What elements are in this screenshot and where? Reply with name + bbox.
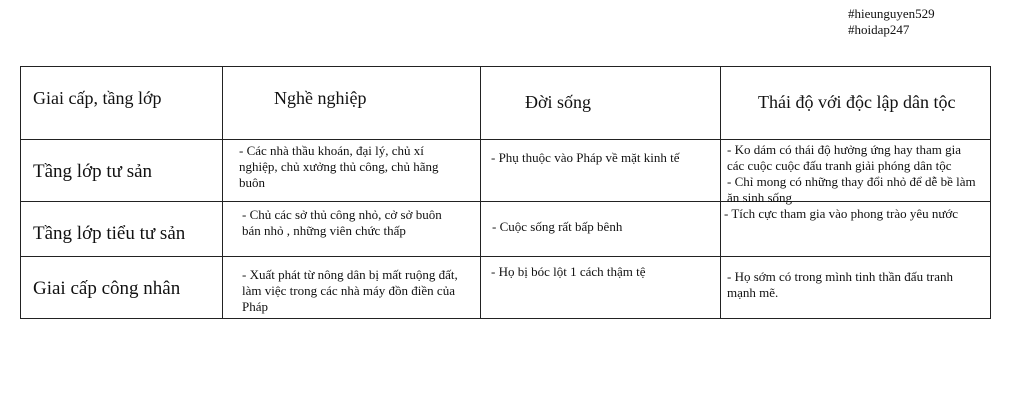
social-classes-table (20, 66, 991, 319)
cell-line: bán nhỏ , những viên chức thấp (242, 223, 406, 238)
occupation-cell (239, 143, 439, 191)
occupation-cell (242, 267, 458, 315)
header-class: Giai cấp, tầng lớp (33, 88, 162, 108)
cell-line: - Tích cực tham gia vào phong trào yêu nước (724, 206, 959, 221)
cell-line: - Họ bị bóc lột 1 cách thậm tệ (491, 264, 646, 279)
cell-line: - Cuộc sống rất bấp bênh (492, 219, 623, 234)
hashtag-site: #hoidap247 (848, 22, 910, 37)
attitude-cell (727, 269, 953, 301)
table-divider (20, 139, 991, 140)
cell-line: - Xuất phát từ nông dân bị mất ruộng đất, (242, 267, 458, 282)
row-label: Giai cấp công nhân (33, 278, 181, 299)
table-border-bottom (20, 318, 991, 319)
cell-line: làm việc trong các nhà máy đồn điền của (242, 283, 455, 298)
living-cell (491, 264, 646, 280)
attitude-cell (724, 206, 958, 222)
table-border-right (990, 66, 991, 319)
living-cell (491, 150, 679, 166)
cell-line: - Họ sớm có trong mình tinh thần đấu tranh (727, 269, 954, 284)
table-divider (222, 66, 223, 319)
table-border-top (20, 66, 991, 67)
header-occupation: Nghề nghiệp (274, 88, 367, 108)
table-divider (480, 66, 481, 319)
row-label: Tầng lớp tư sản (33, 161, 153, 182)
table-divider (20, 256, 991, 257)
cell-line: - Chỉ mong có những thay đổi nhỏ để dễ bề làm (727, 174, 976, 189)
header-attitude: Thái độ với độc lập dân tộc (758, 92, 956, 112)
cell-line: - Phụ thuộc vào Pháp về mặt kinh tế (491, 150, 680, 165)
row-label: Tầng lớp tiểu tư sản (33, 223, 186, 244)
cell-line: - Ko dám có thái độ hưởng ứng hay tham gia (727, 142, 961, 157)
hashtag-author: #hieunguyen529 (848, 6, 935, 21)
header-living: Đời sống (525, 92, 592, 112)
cell-line: ăn sinh sống (727, 190, 792, 205)
cell-line: Pháp (242, 299, 268, 314)
living-cell (492, 219, 622, 235)
table-divider (720, 66, 721, 319)
occupation-cell (242, 207, 442, 239)
table-border-left (20, 66, 21, 319)
cell-line: - Các nhà thầu khoán, đại lý, chủ xí (239, 143, 424, 158)
cell-line: mạnh mẽ. (727, 285, 779, 300)
cell-line: nghiệp, chủ xưởng thủ công, chủ hãng (239, 159, 439, 174)
cell-line: - Chủ các sở thủ công nhỏ, cở sở buôn (242, 207, 442, 222)
cell-line: các cuộc cuộc đấu tranh giải phóng dân tộc (727, 158, 952, 173)
hashtags (848, 6, 935, 38)
attitude-cell (727, 142, 976, 206)
cell-line: buôn (239, 175, 265, 190)
